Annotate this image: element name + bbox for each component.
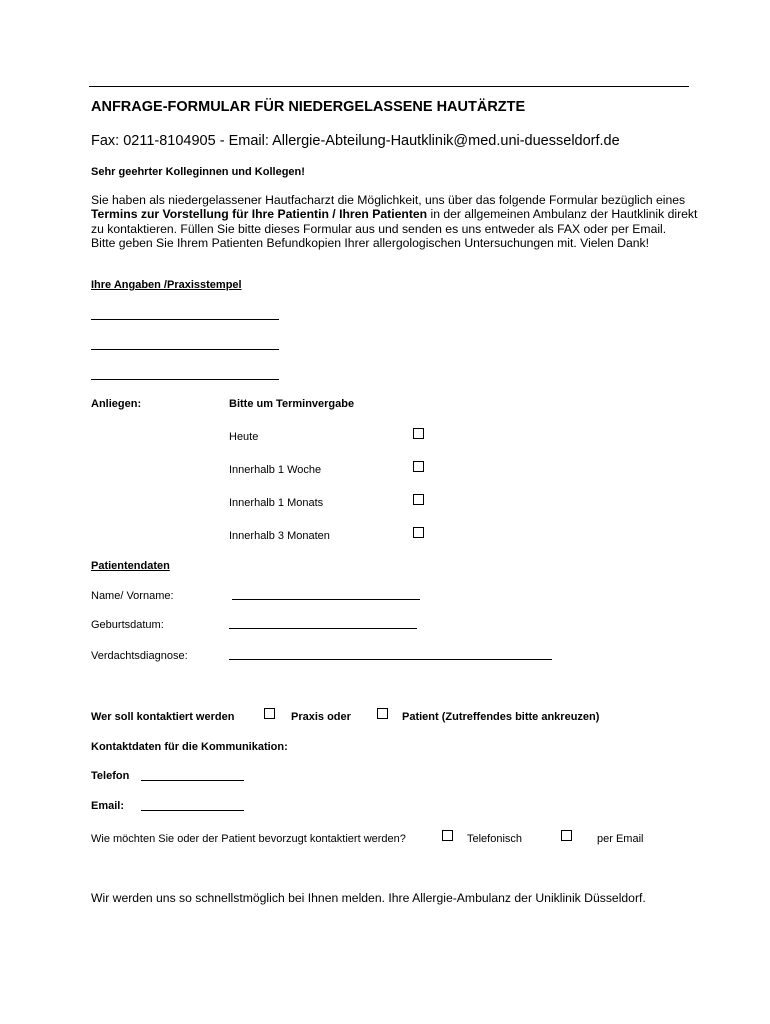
anliegen-heading: Bitte um Terminvergabe (229, 398, 355, 410)
telefonisch-label: Telefonisch (467, 833, 523, 845)
fax-email-line: Fax: 0211-8104905 - Email: Allergie-Abteilung-Hautklinik@med.uni-duesseldorf.de (91, 133, 620, 149)
intro-emphasis: Termins zur Vorstellung für Ihre Patientin / Ihren Patienten (91, 207, 428, 222)
name-field[interactable] (232, 599, 420, 600)
option-1-woche-label: Innerhalb 1 Woche (229, 464, 322, 476)
intro-part1: Sie haben als niedergelassener Hautfacharzt die Möglichkeit, uns über das folgende Formular bezüglich eines (91, 193, 686, 207)
option-1-monat-checkbox[interactable] (413, 494, 424, 505)
intro-paragraph (91, 193, 701, 251)
intro-text (91, 193, 701, 236)
praxis-line-3[interactable] (91, 379, 279, 380)
intro-part2: in der allgemeinen Ambulanz der Hautklinik direkt zu kontaktieren. Füllen Sie bitte dieses Formular aus und senden es uns entweder als FAX oder per Email. (91, 207, 698, 236)
option-1-monat-label: Innerhalb 1 Monats (229, 497, 324, 509)
email-field[interactable] (141, 810, 244, 811)
patient-option-label: Patient (Zutreffendes bitte ankreuzen) (402, 711, 600, 723)
contact-who-label: Wer soll kontaktiert werden (91, 711, 235, 723)
anliegen-label: Anliegen: (91, 398, 142, 410)
closing-text: Wir werden uns so schnellstmöglich bei Ihnen melden. Ihre Allergie-Ambulanz der Uniklinik Düsseldorf. (91, 891, 646, 905)
telefonisch-checkbox[interactable] (442, 830, 453, 841)
header-rule (89, 86, 689, 87)
telefon-field[interactable] (141, 780, 244, 781)
geburtsdatum-field[interactable] (229, 628, 417, 629)
intro-line2: Bitte geben Sie Ihrem Patienten Befundkopien Ihrer allergologischen Untersuchungen mit. Vielen Dank! (91, 236, 650, 251)
per-email-checkbox[interactable] (561, 830, 572, 841)
form-title: ANFRAGE-FORMULAR FÜR NIEDERGELASSENE HAUTÄRZTE (91, 99, 526, 115)
option-heute-checkbox[interactable] (413, 428, 424, 439)
telefon-label: Telefon (91, 770, 130, 782)
verdachtsdiagnose-label: Verdachtsdiagnose: (91, 650, 188, 662)
praxis-heading: Ihre Angaben /Praxisstempel (91, 279, 242, 291)
per-email-label: per Email (597, 833, 644, 845)
email-label: Email: (91, 800, 125, 812)
greeting: Sehr geehrter Kolleginnen und Kollegen! (91, 166, 305, 178)
praxis-line-2[interactable] (91, 349, 279, 350)
name-label: Name/ Vorname: (91, 590, 174, 602)
option-3-monate-checkbox[interactable] (413, 527, 424, 538)
option-3-monate-label: Innerhalb 3 Monaten (229, 530, 330, 542)
option-1-woche-checkbox[interactable] (413, 461, 424, 472)
geburtsdatum-label: Geburtsdatum: (91, 619, 164, 631)
verdachtsdiagnose-field[interactable] (229, 659, 552, 660)
preference-question: Wie möchten Sie oder der Patient bevorzugt kontaktiert werden? (91, 833, 406, 845)
praxis-line-1[interactable] (91, 319, 279, 320)
option-heute-label: Heute (229, 431, 259, 443)
praxis-option-label: Praxis oder (291, 711, 351, 723)
praxis-checkbox[interactable] (264, 708, 275, 719)
patientendaten-heading: Patientendaten (91, 560, 170, 572)
patient-checkbox[interactable] (377, 708, 388, 719)
kommunikation-heading: Kontaktdaten für die Kommunikation: (91, 741, 288, 753)
